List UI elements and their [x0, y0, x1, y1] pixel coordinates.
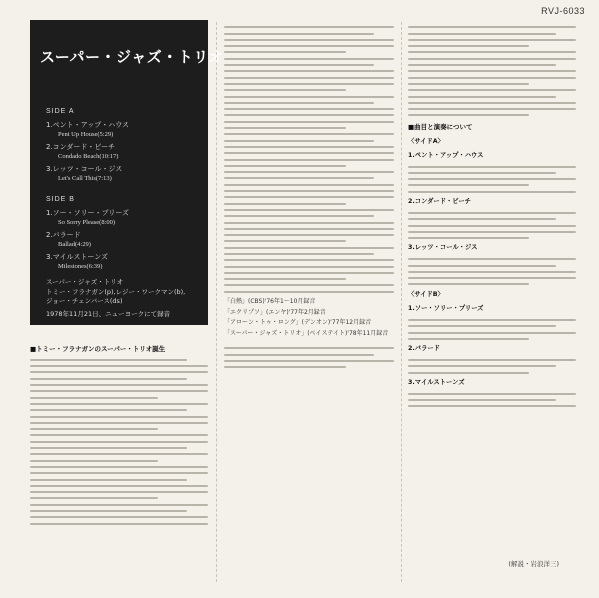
album-title: スーパー・ジャズ・トリオ: [40, 48, 225, 66]
track-title-en: Let's Call This(7:13): [58, 175, 112, 182]
track-list-item: [46, 164, 206, 184]
track-list-item: [46, 208, 206, 228]
text-line: [224, 247, 394, 249]
text-line: [408, 39, 576, 41]
text-line: [30, 510, 187, 512]
text-line: [224, 366, 346, 368]
column-divider: [216, 22, 217, 582]
text-line: [224, 240, 346, 242]
text-line: [30, 359, 187, 361]
text-line: [30, 460, 158, 462]
text-line: [408, 218, 556, 220]
text-line: [224, 39, 394, 41]
discography-item: 「白熱」(CBS)'76年1〜10月録音: [224, 298, 316, 306]
members-line: トミー・フラナガン(p),レジー・ワークマン(b),: [46, 287, 186, 296]
text-line: [224, 284, 394, 286]
text-line: [224, 114, 394, 116]
text-line: [224, 102, 374, 104]
text-line: [30, 472, 208, 474]
text-line: [30, 397, 158, 399]
text-line: [408, 231, 576, 233]
text-line: [224, 127, 346, 129]
text-line: [224, 45, 394, 47]
discography-item: 「エクリプソ」(エンヤ)'77年2月録音: [224, 308, 326, 316]
text-line: [408, 365, 556, 367]
track-title-en: Ballad(4:29): [58, 241, 91, 248]
track-title-jp: 2.バラード: [46, 231, 81, 239]
text-line: [408, 212, 576, 214]
side-heading: 〈サイドB〉: [408, 291, 444, 299]
right-text-column: [408, 22, 576, 582]
text-line: [30, 453, 208, 455]
text-line: [224, 228, 394, 230]
discography-list: [224, 297, 394, 339]
text-line: [224, 222, 394, 224]
track-title-jp: 3.マイルストーンズ: [46, 253, 108, 261]
text-line: [224, 259, 394, 261]
text-line: [408, 26, 576, 28]
members-line: ジョー・チェンバース(ds): [46, 297, 123, 305]
group-name: スーパー・ジャズ・トリオ: [46, 278, 124, 286]
text-line: [224, 234, 394, 236]
text-line: [224, 347, 394, 349]
text-line: [30, 447, 187, 449]
text-line: [224, 266, 394, 268]
section-heading: ■曲目と演奏について: [408, 123, 473, 132]
text-line: [224, 184, 394, 186]
text-line: [224, 171, 394, 173]
track-list-item: [46, 142, 206, 162]
text-line: [224, 140, 374, 142]
text-line: [30, 479, 187, 481]
text-line: [224, 83, 394, 85]
track-title-jp: 1.ソー・ソリー・プリーズ: [46, 209, 130, 217]
track-title-en: So Sorry Please(8:00): [58, 219, 116, 226]
text-line: [224, 146, 394, 148]
text-line: [224, 70, 394, 72]
discography-item: 「スーパー・ジャズ・トリオ」(ベイステイト)'78年11月録音: [224, 329, 389, 337]
text-line: [408, 70, 576, 72]
track-listing-box: [30, 20, 225, 325]
text-line: [408, 265, 556, 267]
text-line: [224, 64, 374, 66]
text-line: [224, 190, 394, 192]
text-line: [224, 51, 346, 53]
text-line: [224, 33, 374, 35]
text-line: [30, 523, 208, 525]
text-line: [224, 209, 394, 211]
text-line: [30, 516, 208, 518]
text-line: [30, 466, 208, 468]
track-heading: 2.バラード: [408, 345, 440, 353]
text-line: [224, 360, 394, 362]
text-line: [224, 272, 394, 274]
track-title-en: Milestones(6:39): [58, 263, 103, 270]
text-line: [408, 277, 576, 279]
text-line: [30, 378, 187, 380]
text-line: [30, 428, 158, 430]
text-line: [408, 33, 556, 35]
text-line: [408, 237, 529, 239]
liner-notes-credit: (解説・岩浪洋三): [508, 560, 559, 568]
track-heading: 3.レッツ・コール・ジス: [408, 244, 478, 252]
text-line: [408, 359, 576, 361]
text-line: [408, 325, 556, 327]
text-line: [30, 365, 208, 367]
text-line: [224, 278, 346, 280]
text-line: [30, 434, 208, 436]
side-heading: 〈サイドA〉: [408, 138, 444, 146]
text-line: [224, 133, 394, 135]
text-line: [224, 253, 374, 255]
text-line: [30, 504, 208, 506]
column-divider: [401, 22, 402, 582]
text-line: [408, 89, 576, 91]
text-line: [408, 108, 576, 110]
text-line: [224, 203, 346, 205]
text-line: [408, 338, 529, 340]
track-title-jp: 3.レッツ・コール・ジス: [46, 165, 123, 173]
text-line: [224, 196, 394, 198]
text-line: [224, 152, 394, 154]
track-title-en: Pent Up House(5:29): [58, 131, 114, 138]
text-line: [224, 108, 394, 110]
middle-text-column: [224, 22, 394, 582]
text-line: [408, 64, 556, 66]
text-line: [408, 77, 576, 79]
text-line: [224, 165, 346, 167]
text-line: [30, 384, 208, 386]
text-line: [30, 485, 208, 487]
text-line: [408, 283, 529, 285]
text-line: [30, 441, 208, 443]
text-line: [224, 177, 374, 179]
text-line: [408, 271, 576, 273]
track-heading: 1.ソー・ソリー・プリーズ: [408, 305, 484, 313]
text-line: [408, 166, 576, 168]
text-line: [408, 372, 529, 374]
track-title-jp: 2.コンダード・ビーチ: [46, 143, 116, 151]
text-line: [408, 172, 556, 174]
text-line: [224, 26, 394, 28]
text-line: [408, 58, 576, 60]
text-line: [224, 354, 374, 356]
text-line: [408, 51, 576, 53]
text-line: [408, 102, 576, 104]
left-text-column: [30, 342, 208, 582]
text-line: [224, 159, 394, 161]
text-line: [30, 416, 208, 418]
text-line: [224, 121, 394, 123]
text-line: [30, 390, 208, 392]
text-line: [30, 371, 208, 373]
text-line: [224, 291, 394, 293]
text-line: [408, 405, 576, 407]
track-list-item: [46, 120, 206, 140]
section-heading: ■トミー・フラナガンのスーパー・トリオ誕生: [30, 345, 166, 353]
personnel-credits: [46, 278, 206, 319]
text-line: [408, 399, 556, 401]
text-line: [408, 45, 529, 47]
text-line: [408, 178, 576, 180]
text-line: [30, 403, 208, 405]
text-line: [30, 409, 187, 411]
track-heading: 3.マイルストーンズ: [408, 378, 465, 386]
side-b-label: SIDE B: [46, 196, 75, 203]
text-line: [408, 225, 576, 227]
text-line: [408, 258, 576, 260]
text-line: [408, 319, 576, 321]
text-line: [224, 77, 394, 79]
track-title-jp: 1.ペント・アップ・ハウス: [46, 121, 129, 129]
text-line: [30, 422, 208, 424]
text-line: [224, 215, 374, 217]
recording-info: 1978年11月21日、ニューヨークにて録音: [46, 309, 171, 318]
text-line: [408, 393, 576, 395]
side-a-label: SIDE A: [46, 108, 75, 115]
track-heading: 1.ペント・アップ・ハウス: [408, 151, 484, 159]
text-line: [30, 491, 208, 493]
text-line: [224, 89, 346, 91]
text-line: [408, 332, 576, 334]
track-heading: 2.コンダード・ビーチ: [408, 198, 471, 206]
text-line: [224, 58, 394, 60]
track-title-en: Condado Beach(10:17): [58, 153, 119, 160]
track-list-item: [46, 252, 206, 272]
text-line: [224, 96, 394, 98]
track-list-item: [46, 230, 206, 250]
text-line: [30, 497, 158, 499]
catalog-number: RVJ-6033: [541, 6, 585, 16]
text-line: [408, 96, 556, 98]
discography-item: 「アローン・トゥ・ロング」(デンオン)'77年12月録音: [224, 319, 372, 327]
text-line: [408, 83, 529, 85]
text-line: [408, 114, 529, 116]
text-line: [408, 191, 576, 193]
text-line: [408, 184, 529, 186]
